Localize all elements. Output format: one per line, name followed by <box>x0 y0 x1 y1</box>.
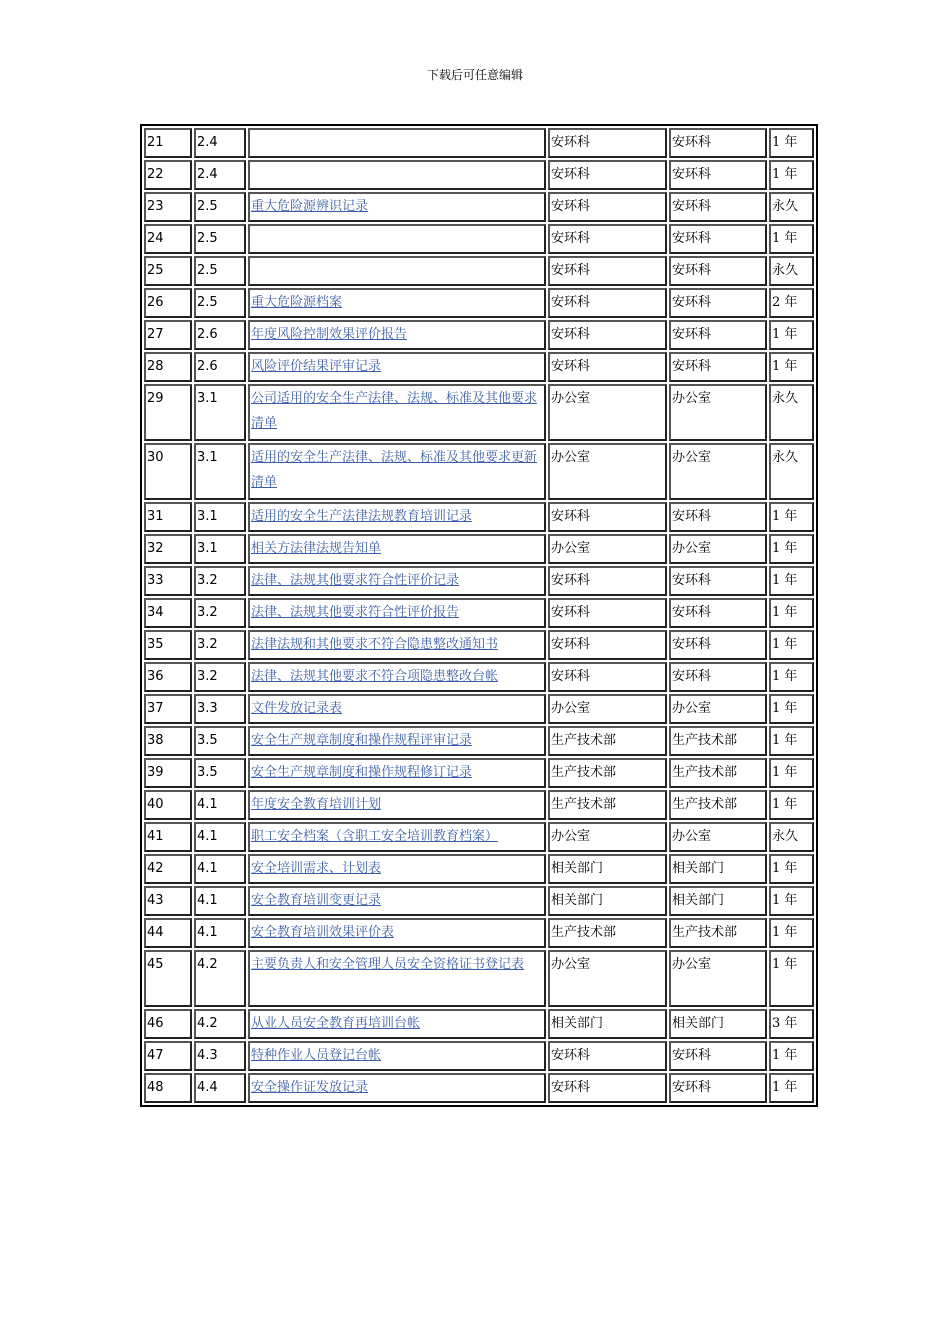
retention-period-cell: 1 年 <box>769 224 814 254</box>
record-name-cell <box>248 598 546 628</box>
record-name-cell <box>248 160 546 190</box>
clause-cell: 3.1 <box>194 443 246 500</box>
clause-cell: 2.5 <box>194 192 246 222</box>
keeper-dept-cell: 生产技术部 <box>548 790 667 820</box>
retention-period-cell: 1 年 <box>769 630 814 660</box>
keeper-dept-cell: 办公室 <box>548 384 667 441</box>
responsible-dept-cell: 安环科 <box>669 566 767 596</box>
record-name-cell <box>248 726 546 756</box>
keeper-dept-cell: 办公室 <box>548 822 667 852</box>
retention-period-cell: 1 年 <box>769 534 814 564</box>
responsible-dept-cell: 相关部门 <box>669 1009 767 1039</box>
table-row <box>144 566 814 596</box>
row-number-cell: 48 <box>144 1073 192 1103</box>
retention-period-cell: 1 年 <box>769 128 814 158</box>
responsible-dept-cell: 相关部门 <box>669 886 767 916</box>
record-link[interactable]: 安全教育培训效果评价表 <box>251 925 395 940</box>
table-row <box>144 598 814 628</box>
retention-period-cell: 1 年 <box>769 790 814 820</box>
record-name-cell <box>248 256 546 286</box>
record-name-cell <box>248 630 546 660</box>
record-name-cell <box>248 320 546 350</box>
keeper-dept-cell: 安环科 <box>548 630 667 660</box>
responsible-dept-cell: 办公室 <box>669 384 767 441</box>
responsible-dept-cell: 安环科 <box>669 1041 767 1071</box>
keeper-dept-cell: 办公室 <box>548 443 667 500</box>
clause-cell: 3.2 <box>194 630 246 660</box>
record-name-cell <box>248 352 546 382</box>
retention-period-cell: 1 年 <box>769 160 814 190</box>
record-link[interactable]: 公司适用的安全生产法律、法规、标准及其他要求清单 <box>251 391 538 431</box>
clause-cell: 2.5 <box>194 224 246 254</box>
keeper-dept-cell: 办公室 <box>548 534 667 564</box>
responsible-dept-cell: 安环科 <box>669 320 767 350</box>
record-name-cell <box>248 854 546 884</box>
responsible-dept-cell: 安环科 <box>669 598 767 628</box>
clause-cell: 3.1 <box>194 384 246 441</box>
table-row <box>144 160 814 190</box>
keeper-dept-cell: 安环科 <box>548 160 667 190</box>
clause-cell: 4.4 <box>194 1073 246 1103</box>
record-link[interactable]: 主要负责人和安全管理人员安全资格证书登记表 <box>251 957 525 972</box>
keeper-dept-cell: 安环科 <box>548 192 667 222</box>
keeper-dept-cell: 生产技术部 <box>548 758 667 788</box>
clause-cell: 3.2 <box>194 566 246 596</box>
table-row <box>144 694 814 724</box>
responsible-dept-cell: 安环科 <box>669 630 767 660</box>
row-number-cell: 40 <box>144 790 192 820</box>
record-link[interactable]: 安全教育培训变更记录 <box>251 893 382 908</box>
retention-period-cell: 1 年 <box>769 566 814 596</box>
record-name-cell <box>248 288 546 318</box>
keeper-dept-cell: 安环科 <box>548 1041 667 1071</box>
clause-cell: 4.1 <box>194 918 246 948</box>
responsible-dept-cell: 办公室 <box>669 950 767 1007</box>
row-number-cell: 30 <box>144 443 192 500</box>
responsible-dept-cell: 办公室 <box>669 694 767 724</box>
table-row <box>144 854 814 884</box>
clause-cell: 2.5 <box>194 288 246 318</box>
row-number-cell: 34 <box>144 598 192 628</box>
responsible-dept-cell: 办公室 <box>669 534 767 564</box>
table-row <box>144 758 814 788</box>
clause-cell: 3.1 <box>194 534 246 564</box>
record-link[interactable]: 相关方法律法规告知单 <box>251 541 382 556</box>
retention-period-cell: 1 年 <box>769 854 814 884</box>
record-link[interactable]: 适用的安全生产法律法规教育培训记录 <box>251 509 473 524</box>
clause-cell: 4.3 <box>194 1041 246 1071</box>
responsible-dept-cell: 生产技术部 <box>669 726 767 756</box>
record-name-cell <box>248 886 546 916</box>
responsible-dept-cell: 安环科 <box>669 1073 767 1103</box>
table-row <box>144 886 814 916</box>
clause-cell: 3.2 <box>194 662 246 692</box>
row-number-cell: 44 <box>144 918 192 948</box>
responsible-dept-cell: 安环科 <box>669 224 767 254</box>
retention-period-cell: 2 年 <box>769 288 814 318</box>
record-name-cell <box>248 758 546 788</box>
row-number-cell: 33 <box>144 566 192 596</box>
retention-period-cell: 3 年 <box>769 1009 814 1039</box>
clause-cell: 4.1 <box>194 886 246 916</box>
row-number-cell: 24 <box>144 224 192 254</box>
record-link[interactable]: 年度风险控制效果评价报告 <box>251 327 408 342</box>
row-number-cell: 42 <box>144 854 192 884</box>
record-link[interactable]: 安全生产规章制度和操作规程评审记录 <box>251 733 473 748</box>
keeper-dept-cell: 安环科 <box>548 1073 667 1103</box>
table-row <box>144 1041 814 1071</box>
responsible-dept-cell: 办公室 <box>669 443 767 500</box>
keeper-dept-cell: 安环科 <box>548 288 667 318</box>
keeper-dept-cell: 生产技术部 <box>548 918 667 948</box>
record-link[interactable]: 文件发放记录表 <box>251 701 343 716</box>
record-name-cell <box>248 1041 546 1071</box>
clause-cell: 2.5 <box>194 256 246 286</box>
keeper-dept-cell: 安环科 <box>548 320 667 350</box>
record-link[interactable]: 特种作业人员登记台帐 <box>251 1048 382 1063</box>
responsible-dept-cell: 相关部门 <box>669 854 767 884</box>
record-name-cell <box>248 918 546 948</box>
responsible-dept-cell: 安环科 <box>669 192 767 222</box>
clause-cell: 2.6 <box>194 320 246 350</box>
keeper-dept-cell: 办公室 <box>548 694 667 724</box>
table-row <box>144 384 814 441</box>
responsible-dept-cell: 安环科 <box>669 128 767 158</box>
keeper-dept-cell: 安环科 <box>548 256 667 286</box>
table-row <box>144 1009 814 1039</box>
record-link[interactable]: 重大危险源档案 <box>251 295 343 310</box>
table-row <box>144 1073 814 1103</box>
row-number-cell: 41 <box>144 822 192 852</box>
record-name-cell <box>248 1009 546 1039</box>
record-link[interactable]: 安全生产规章制度和操作规程修订记录 <box>251 765 473 780</box>
records-table <box>140 124 818 1107</box>
record-link[interactable]: 风险评价结果评审记录 <box>251 359 382 374</box>
responsible-dept-cell: 安环科 <box>669 256 767 286</box>
clause-cell: 3.1 <box>194 502 246 532</box>
record-name-cell <box>248 224 546 254</box>
row-number-cell: 26 <box>144 288 192 318</box>
retention-period-cell: 1 年 <box>769 694 814 724</box>
record-link[interactable]: 安全培训需求、计划表 <box>251 861 382 876</box>
table-row <box>144 662 814 692</box>
row-number-cell: 31 <box>144 502 192 532</box>
keeper-dept-cell: 安环科 <box>548 566 667 596</box>
retention-period-cell: 1 年 <box>769 662 814 692</box>
clause-cell: 3.5 <box>194 726 246 756</box>
keeper-dept-cell: 相关部门 <box>548 854 667 884</box>
table-row <box>144 288 814 318</box>
row-number-cell: 22 <box>144 160 192 190</box>
clause-cell: 4.1 <box>194 822 246 852</box>
record-link[interactable]: 适用的安全生产法律、法规、标准及其他要求更新清单 <box>251 450 538 490</box>
row-number-cell: 23 <box>144 192 192 222</box>
record-name-cell <box>248 534 546 564</box>
row-number-cell: 32 <box>144 534 192 564</box>
table-row <box>144 502 814 532</box>
retention-period-cell: 1 年 <box>769 320 814 350</box>
keeper-dept-cell: 安环科 <box>548 662 667 692</box>
table-row <box>144 790 814 820</box>
clause-cell: 4.1 <box>194 854 246 884</box>
record-link[interactable]: 法律、法规其他要求不符合项隐患整改台帐 <box>251 669 499 684</box>
retention-period-cell: 1 年 <box>769 1073 814 1103</box>
row-number-cell: 45 <box>144 950 192 1007</box>
keeper-dept-cell: 安环科 <box>548 224 667 254</box>
record-link[interactable]: 法律法规和其他要求不符合隐患整改通知书 <box>251 637 499 652</box>
row-number-cell: 38 <box>144 726 192 756</box>
table-row <box>144 128 814 158</box>
table-row <box>144 192 814 222</box>
keeper-dept-cell: 安环科 <box>548 598 667 628</box>
table-row <box>144 534 814 564</box>
table-row <box>144 822 814 852</box>
record-name-cell <box>248 566 546 596</box>
table-row <box>144 352 814 382</box>
row-number-cell: 46 <box>144 1009 192 1039</box>
record-link[interactable]: 重大危险源辨识记录 <box>251 199 369 214</box>
records-table-body <box>144 128 814 1103</box>
table-row <box>144 256 814 286</box>
clause-cell: 2.4 <box>194 128 246 158</box>
record-name-cell <box>248 790 546 820</box>
record-link[interactable]: 法律、法规其他要求符合性评价记录 <box>251 573 460 588</box>
record-link[interactable]: 职工安全档案（含职工安全培训教育档案） <box>251 829 499 844</box>
row-number-cell: 27 <box>144 320 192 350</box>
record-name-cell <box>248 443 546 500</box>
retention-period-cell: 永久 <box>769 822 814 852</box>
clause-cell: 4.2 <box>194 950 246 1007</box>
table-row <box>144 224 814 254</box>
record-name-cell <box>248 950 546 1007</box>
row-number-cell: 25 <box>144 256 192 286</box>
responsible-dept-cell: 办公室 <box>669 822 767 852</box>
retention-period-cell: 永久 <box>769 384 814 441</box>
row-number-cell: 21 <box>144 128 192 158</box>
retention-period-cell: 永久 <box>769 256 814 286</box>
responsible-dept-cell: 安环科 <box>669 160 767 190</box>
row-number-cell: 39 <box>144 758 192 788</box>
retention-period-cell: 1 年 <box>769 502 814 532</box>
keeper-dept-cell: 安环科 <box>548 502 667 532</box>
responsible-dept-cell: 生产技术部 <box>669 918 767 948</box>
responsible-dept-cell: 生产技术部 <box>669 790 767 820</box>
clause-cell: 3.5 <box>194 758 246 788</box>
clause-cell: 3.2 <box>194 598 246 628</box>
responsible-dept-cell: 安环科 <box>669 662 767 692</box>
record-name-cell <box>248 822 546 852</box>
table-row <box>144 918 814 948</box>
record-name-cell <box>248 694 546 724</box>
record-name-cell <box>248 384 546 441</box>
retention-period-cell: 1 年 <box>769 886 814 916</box>
record-link[interactable]: 法律、法规其他要求符合性评价报告 <box>251 605 460 620</box>
table-row <box>144 950 814 1007</box>
retention-period-cell: 1 年 <box>769 352 814 382</box>
record-link[interactable]: 从业人员安全教育再培训台帐 <box>251 1016 421 1031</box>
retention-period-cell: 1 年 <box>769 726 814 756</box>
record-name-cell <box>248 1073 546 1103</box>
keeper-dept-cell: 生产技术部 <box>548 726 667 756</box>
keeper-dept-cell: 安环科 <box>548 352 667 382</box>
row-number-cell: 28 <box>144 352 192 382</box>
page-header: 下载后可任意编辑 <box>426 68 523 82</box>
table-row <box>144 630 814 660</box>
record-name-cell <box>248 662 546 692</box>
responsible-dept-cell: 安环科 <box>669 352 767 382</box>
retention-period-cell: 1 年 <box>769 758 814 788</box>
retention-period-cell: 永久 <box>769 443 814 500</box>
keeper-dept-cell: 安环科 <box>548 128 667 158</box>
retention-period-cell: 永久 <box>769 192 814 222</box>
keeper-dept-cell: 相关部门 <box>548 886 667 916</box>
row-number-cell: 29 <box>144 384 192 441</box>
row-number-cell: 43 <box>144 886 192 916</box>
row-number-cell: 36 <box>144 662 192 692</box>
clause-cell: 4.2 <box>194 1009 246 1039</box>
table-row <box>144 443 814 500</box>
keeper-dept-cell: 办公室 <box>548 950 667 1007</box>
clause-cell: 2.4 <box>194 160 246 190</box>
retention-period-cell: 1 年 <box>769 598 814 628</box>
row-number-cell: 35 <box>144 630 192 660</box>
table-row <box>144 726 814 756</box>
record-link[interactable]: 安全操作证发放记录 <box>251 1080 369 1095</box>
responsible-dept-cell: 安环科 <box>669 288 767 318</box>
clause-cell: 4.1 <box>194 790 246 820</box>
record-name-cell <box>248 502 546 532</box>
record-link[interactable]: 年度安全教育培训计划 <box>251 797 382 812</box>
clause-cell: 3.3 <box>194 694 246 724</box>
retention-period-cell: 1 年 <box>769 950 814 1007</box>
clause-cell: 2.6 <box>194 352 246 382</box>
retention-period-cell: 1 年 <box>769 1041 814 1071</box>
table-row <box>144 320 814 350</box>
record-name-cell <box>248 128 546 158</box>
row-number-cell: 37 <box>144 694 192 724</box>
retention-period-cell: 1 年 <box>769 918 814 948</box>
row-number-cell: 47 <box>144 1041 192 1071</box>
keeper-dept-cell: 相关部门 <box>548 1009 667 1039</box>
responsible-dept-cell: 安环科 <box>669 502 767 532</box>
responsible-dept-cell: 生产技术部 <box>669 758 767 788</box>
record-name-cell <box>248 192 546 222</box>
